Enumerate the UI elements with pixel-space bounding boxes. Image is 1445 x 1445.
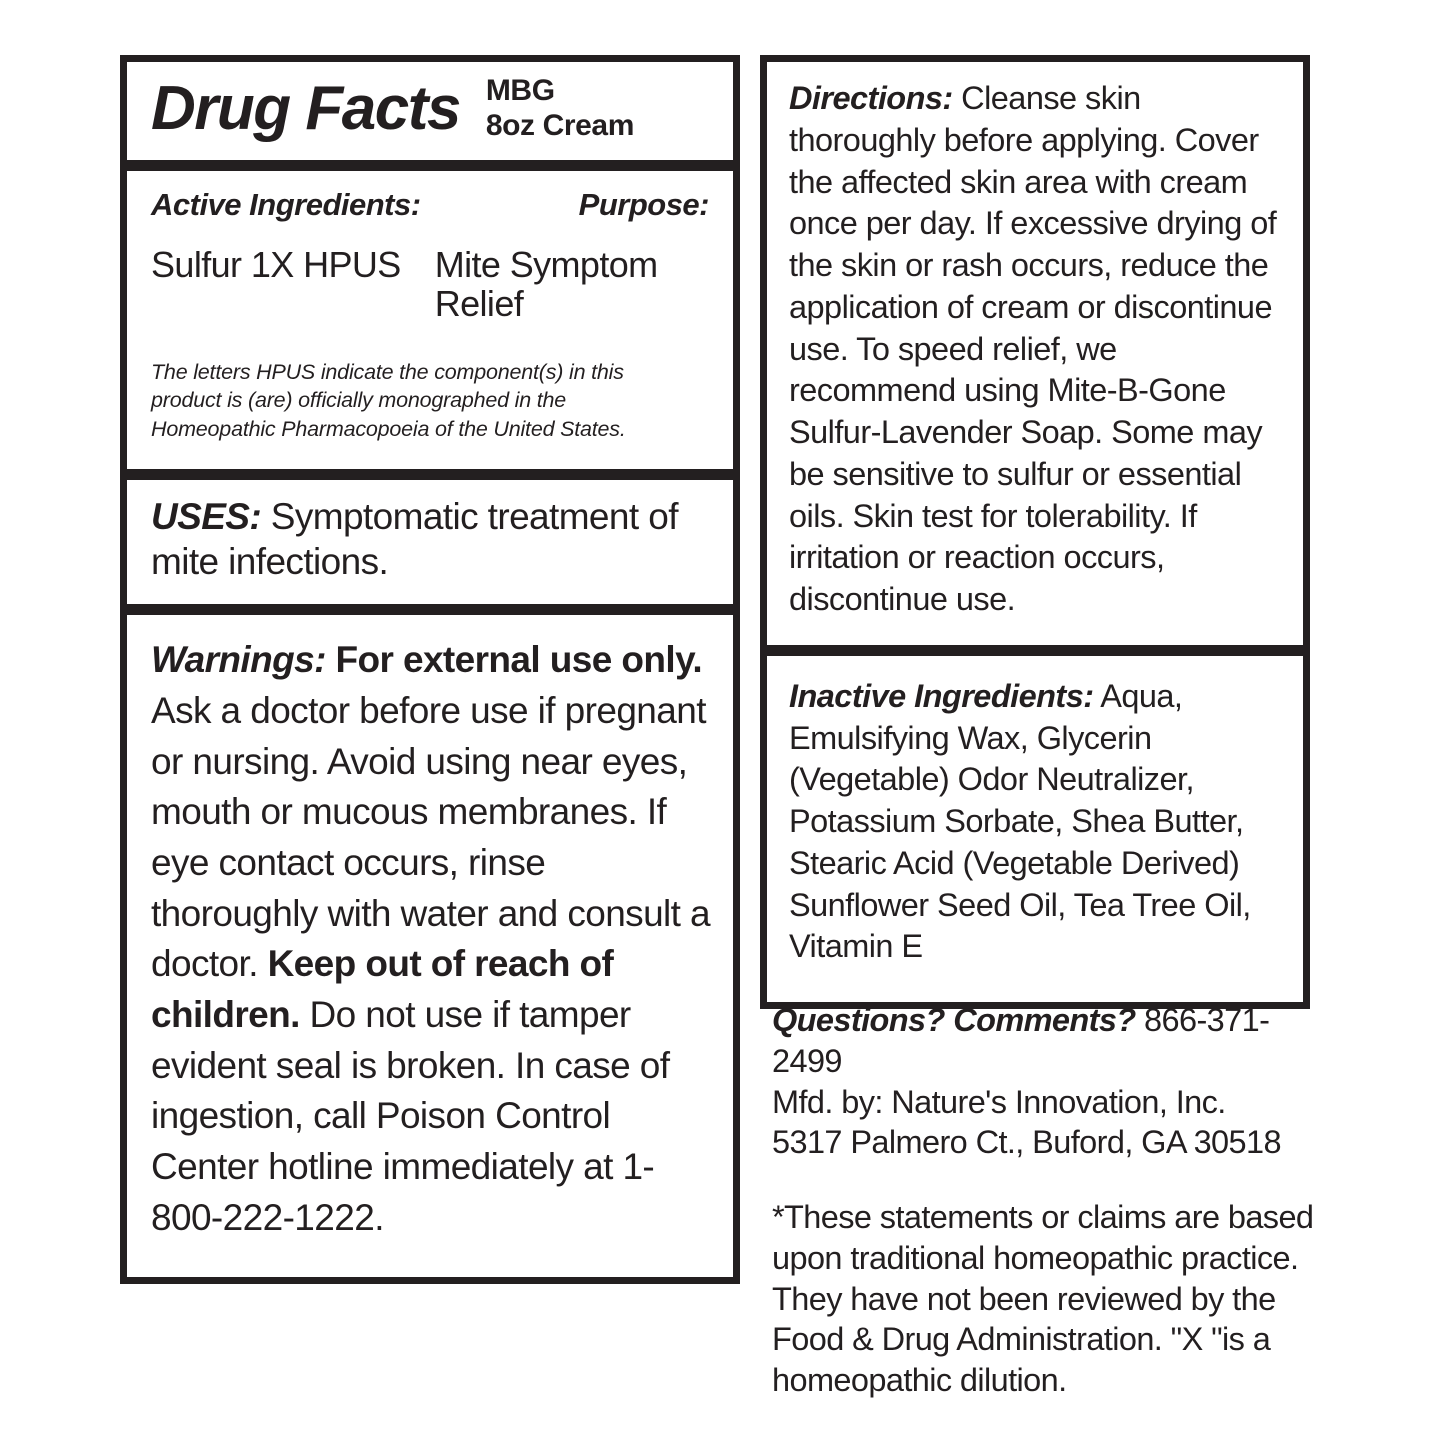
warnings-box — [120, 608, 740, 1284]
active-ingredients-row — [151, 245, 713, 324]
footer — [772, 1000, 1317, 1401]
brand-label: MBG — [485, 74, 555, 107]
questions-line — [772, 1000, 1317, 1082]
uses-body: Symptomatic treatment of mite infections. — [151, 495, 678, 583]
size-form-label: 8oz Cream — [485, 108, 634, 142]
questions-heading: Questions? Comments? — [772, 1002, 1136, 1038]
active-ingredients-box — [120, 164, 740, 476]
uses-heading: USES: — [151, 495, 262, 537]
right-column — [760, 55, 1310, 1009]
active-ingredient-name: Sulfur 1X HPUS — [151, 243, 401, 285]
warnings-external-use-only: For external use only. — [325, 639, 702, 681]
active-ingredient-purpose: Mite Symptom Relief — [434, 243, 658, 325]
contact-block — [772, 1000, 1317, 1163]
product-identity — [486, 74, 715, 144]
manufacturer-line: Mfd. by: Nature's Innovation, Inc. — [772, 1083, 1226, 1120]
contact-phone: 866-371-2499 — [772, 1002, 1270, 1079]
warnings-body-second: Do not use if tamper evident seal is broken. In case of ingestion, call Poison Control Center hotline immediately at 1-800-222-1222. — [151, 993, 670, 1238]
warnings-keep-out-of-reach: Keep out of reach of children. — [151, 943, 614, 1035]
warnings-heading: Warnings: — [151, 639, 326, 681]
drug-facts-header-box — [120, 55, 740, 167]
purpose-heading: Purpose: — [578, 186, 709, 222]
page-title: Drug Facts — [151, 73, 460, 143]
inactive-ingredients-box — [760, 649, 1310, 1009]
hpus-footnote: The letters HPUS indicate the component(s) in this product is (are) officially monographed in the Homeopathic Pharmacopoeia of the United States. — [151, 359, 626, 441]
directions-box — [760, 55, 1310, 652]
address-line: 5317 Palmero Ct., Buford, GA 30518 — [772, 1124, 1281, 1161]
active-ingredients-headings — [151, 187, 713, 223]
inactive-ingredients-heading: Inactive Ingredients: — [789, 677, 1094, 714]
active-ingredients-heading: Active Ingredients: — [151, 186, 421, 222]
fda-disclaimer: *These statements or claims are based upon traditional homeopathic practice. They have not been reviewed by the Food & Drug Administration. "X "is a homeopathic dilution. — [772, 1199, 1314, 1399]
inactive-ingredients-body: Aqua, Emulsifying Wax, Glycerin (Vegetable) Odor Neutralizer, Potassium Sorbate, Shea Butter, Stearic Acid (Vegetable Derived) Sunflower Seed Oil, Tea Tree Oil, Vitamin E — [789, 677, 1251, 965]
directions-heading: Directions: — [789, 80, 953, 116]
uses-box — [120, 473, 740, 611]
warnings-body-first: Ask a doctor before use if pregnant or nursing. Avoid using near eyes, mouth or mucous membranes. If eye contact occurs, rinse thoroughly with water and consult a doctor. — [151, 689, 711, 985]
left-column — [120, 55, 740, 1284]
directions-body: Cleanse skin thoroughly before applying. Cover the affected skin area with cream once per day. If excessive drying of the skin or rash occurs, reduce the application of cream or discontinue use. To speed relief, we recommend using Mite-B-Gone Sulfur-Lavender Soap. Some may be sensitive to sulfur or essential oils. Skin test for tolerability. If irritation or reaction occurs, discontinue use. — [789, 80, 1277, 617]
